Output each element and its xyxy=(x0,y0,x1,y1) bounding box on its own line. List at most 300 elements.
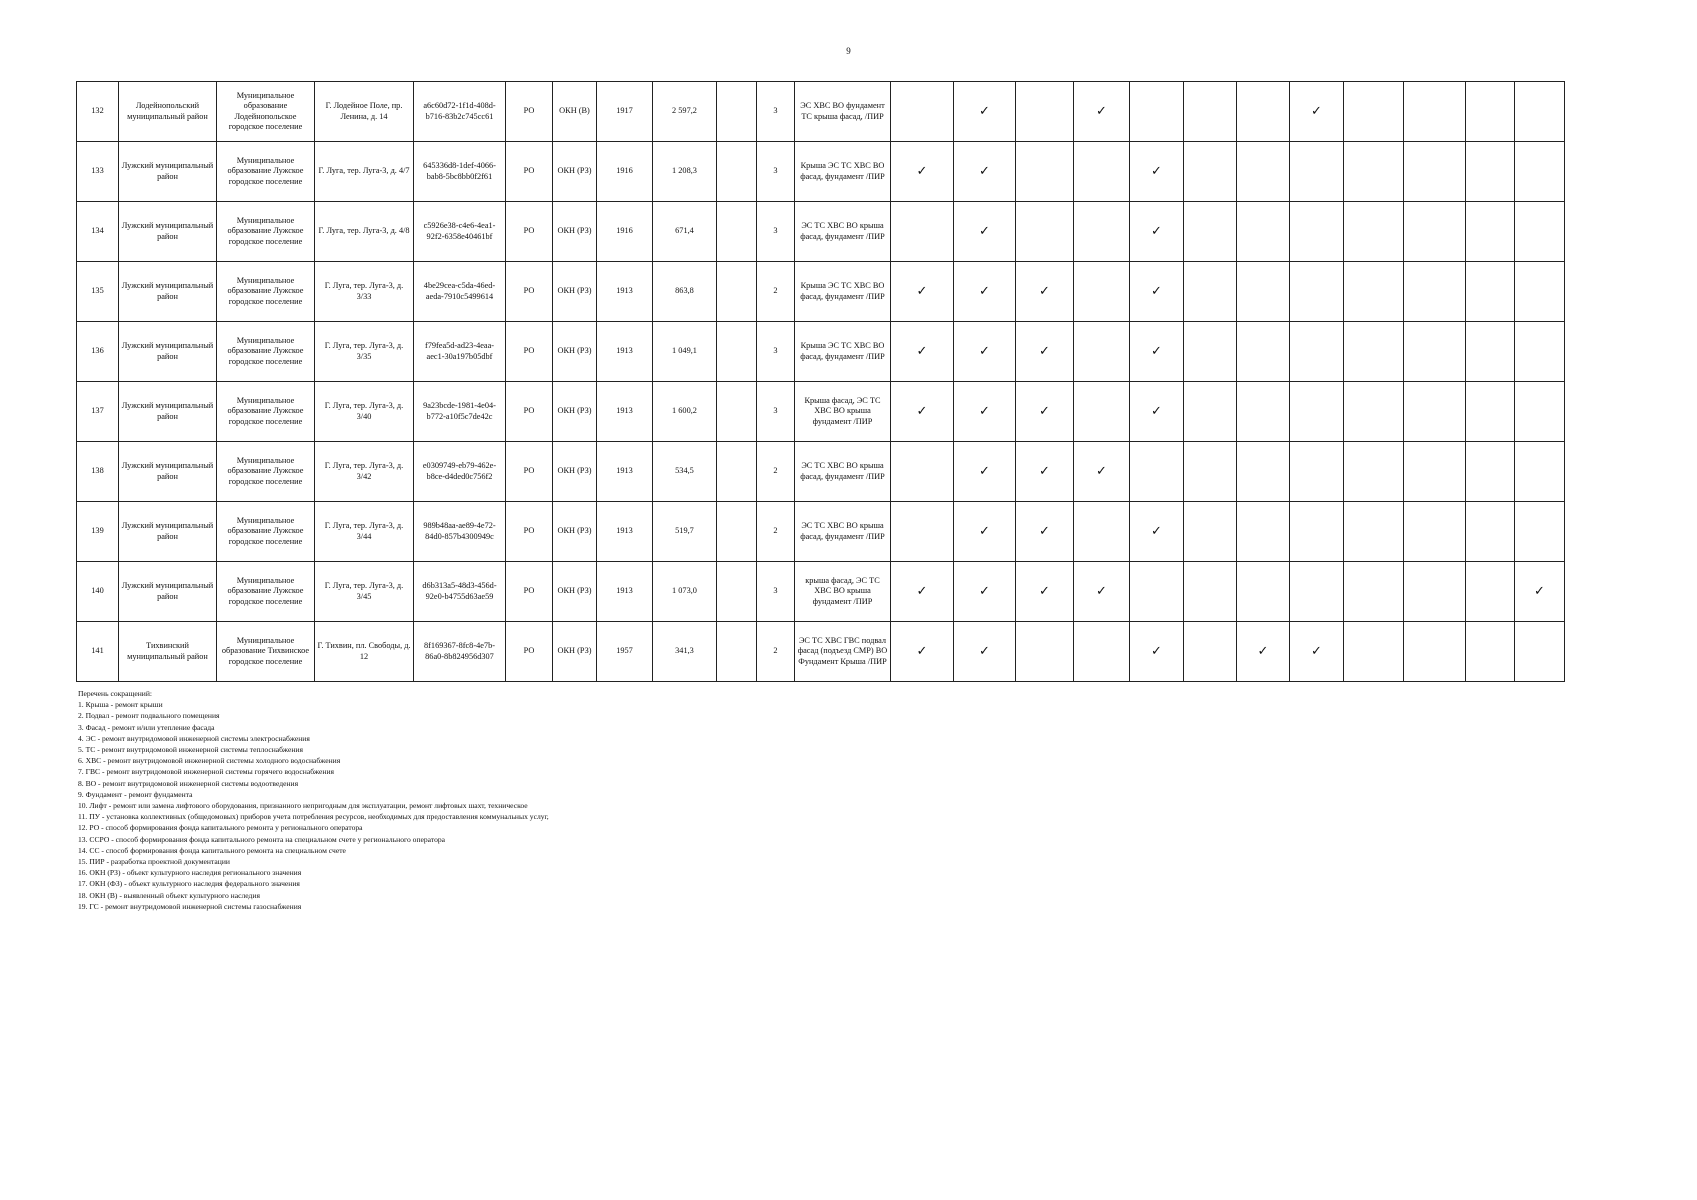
checkmark-icon: ✓ xyxy=(1039,523,1050,539)
cell-address: Г. Тихвин, пл. Свободы, д. 12 xyxy=(315,622,414,682)
cell-address: Г. Луга, тер. Луга-3, д. 3/35 xyxy=(315,322,414,382)
table-row xyxy=(77,562,1565,622)
cell-num: 136 xyxy=(77,322,119,382)
abbreviation-note: 5. ТС - ремонт внутридомовой инженерной системы теплоснабжения xyxy=(78,745,303,755)
cell-district: Лужский муниципальный район xyxy=(119,322,217,382)
cell-work-flag xyxy=(1515,622,1565,682)
cell-work-flag xyxy=(1466,442,1515,502)
cell-work-flag xyxy=(1466,262,1515,322)
cell-work-flag xyxy=(1290,382,1344,442)
cell-id: a6c60d72-1f1d-408d-b716-83b2c745cc61 xyxy=(414,82,506,142)
checkmark-icon: ✓ xyxy=(1151,223,1162,239)
cell-num: 141 xyxy=(77,622,119,682)
cell-work-flag xyxy=(1184,562,1237,622)
abbreviation-note: 17. ОКН (ФЗ) - объект культурного наследия федерального значения xyxy=(78,879,300,889)
cell-works: ЭС ТС ХВС ВО крыша фасад, фундамент /ПИР xyxy=(795,502,891,562)
cell-num: 138 xyxy=(77,442,119,502)
cell-work-flag xyxy=(954,622,1016,682)
cell-status: ОКН (РЗ) xyxy=(553,562,597,622)
cell-work-flag xyxy=(1515,322,1565,382)
cell-work-flag xyxy=(1404,322,1466,382)
cell-works: ЭС ТС ХВС ВО крыша фасад, фундамент /ПИР xyxy=(795,202,891,262)
cell-work-flag xyxy=(1404,142,1466,202)
cell-num: 140 xyxy=(77,562,119,622)
cell-works: Крыша ЭС ТС ХВС ВО фасад, фундамент /ПИР xyxy=(795,262,891,322)
cell-id: 645336d8-1def-4066-bab8-5bc8bb0f2f61 xyxy=(414,142,506,202)
cell-work-flag xyxy=(1016,382,1074,442)
cell-area: 2 597,2 xyxy=(653,82,717,142)
cell-work-flag xyxy=(954,262,1016,322)
cell-empty xyxy=(717,442,757,502)
cell-work-flag xyxy=(1466,82,1515,142)
cell-num: 137 xyxy=(77,382,119,442)
cell-work-flag xyxy=(1344,82,1404,142)
cell-status: ОКН (РЗ) xyxy=(553,142,597,202)
cell-municipality: Муниципальное образование Лужское городское поселение xyxy=(217,142,315,202)
cell-work-flag xyxy=(1290,502,1344,562)
cell-municipality: Муниципальное образование Лужское городское поселение xyxy=(217,562,315,622)
cell-works: крыша фасад, ЭС ТС ХВС ВО крыша фундамент /ПИР xyxy=(795,562,891,622)
cell-empty xyxy=(717,502,757,562)
checkmark-icon: ✓ xyxy=(1151,343,1162,359)
cell-method: РО xyxy=(506,622,553,682)
checkmark-icon: ✓ xyxy=(1039,403,1050,419)
cell-id: 989b48aa-ae89-4e72-84d0-857b4300949c xyxy=(414,502,506,562)
checkmark-icon: ✓ xyxy=(979,223,990,239)
cell-status: ОКН (РЗ) xyxy=(553,322,597,382)
cell-work-flag xyxy=(1404,382,1466,442)
cell-work-flag xyxy=(1404,202,1466,262)
cell-work-flag xyxy=(1237,382,1290,442)
cell-count: 3 xyxy=(757,142,795,202)
cell-num: 139 xyxy=(77,502,119,562)
checkmark-icon: ✓ xyxy=(1151,523,1162,539)
cell-work-flag xyxy=(1344,562,1404,622)
checkmark-icon: ✓ xyxy=(1096,583,1107,599)
checkmark-icon: ✓ xyxy=(1257,643,1269,659)
checkmark-icon: ✓ xyxy=(916,163,928,179)
cell-empty xyxy=(717,142,757,202)
cell-count: 2 xyxy=(757,622,795,682)
cell-id: 9a23bcde-1981-4e04-b772-a10f5c7de42c xyxy=(414,382,506,442)
checkmark-icon: ✓ xyxy=(1151,403,1162,419)
cell-work-flag xyxy=(1466,562,1515,622)
cell-id: 4be29cea-c5da-46ed-aeda-7910c5499614 xyxy=(414,262,506,322)
cell-id: 8f169367-8fc8-4e7b-86a0-8b824956d307 xyxy=(414,622,506,682)
cell-area: 1 049,1 xyxy=(653,322,717,382)
cell-work-flag xyxy=(1466,202,1515,262)
cell-method: РО xyxy=(506,202,553,262)
cell-work-flag xyxy=(1466,382,1515,442)
cell-status: ОКН (РЗ) xyxy=(553,262,597,322)
checkmark-icon: ✓ xyxy=(979,403,990,419)
checkmark-icon: ✓ xyxy=(916,403,928,419)
cell-area: 1 600,2 xyxy=(653,382,717,442)
checkmark-icon: ✓ xyxy=(979,523,990,539)
checkmark-icon: ✓ xyxy=(1534,583,1545,599)
cell-work-flag xyxy=(891,262,954,322)
cell-work-flag xyxy=(891,142,954,202)
cell-work-flag xyxy=(1344,502,1404,562)
cell-work-flag xyxy=(1130,382,1184,442)
cell-id: d6b313a5-48d3-456d-92e0-b4755d63ae59 xyxy=(414,562,506,622)
cell-work-flag xyxy=(954,142,1016,202)
cell-work-flag xyxy=(1074,202,1130,262)
abbreviation-note: 6. ХВС - ремонт внутридомовой инженерной системы холодного водоснабжения xyxy=(78,756,341,766)
cell-work-flag xyxy=(891,322,954,382)
cell-work-flag xyxy=(1237,82,1290,142)
cell-empty xyxy=(717,202,757,262)
cell-year: 1913 xyxy=(597,562,653,622)
cell-status: ОКН (РЗ) xyxy=(553,622,597,682)
cell-work-flag xyxy=(1016,502,1074,562)
cell-num: 132 xyxy=(77,82,119,142)
cell-work-flag xyxy=(1237,562,1290,622)
cell-work-flag xyxy=(1184,142,1237,202)
table-row xyxy=(77,202,1565,262)
cell-address: Г. Луга, тер. Луга-3, д. 3/40 xyxy=(315,382,414,442)
cell-status: ОКН (РЗ) xyxy=(553,202,597,262)
cell-works: Крыша ЭС ТС ХВС ВО фасад, фундамент /ПИР xyxy=(795,322,891,382)
cell-work-flag xyxy=(1016,562,1074,622)
cell-work-flag xyxy=(1515,142,1565,202)
table-row xyxy=(77,622,1565,682)
cell-work-flag xyxy=(1184,382,1237,442)
cell-year: 1916 xyxy=(597,202,653,262)
cell-area: 534,5 xyxy=(653,442,717,502)
cell-municipality: Муниципальное образование Лужское городское поселение xyxy=(217,442,315,502)
checkmark-icon: ✓ xyxy=(1151,283,1162,299)
abbreviation-note: Перечень сокращений: xyxy=(78,689,152,698)
cell-work-flag xyxy=(1290,322,1344,382)
abbreviation-note: 7. ГВС - ремонт внутридомовой инженерной системы горячего водоснабжения xyxy=(78,767,335,777)
cell-year: 1916 xyxy=(597,142,653,202)
cell-address: Г. Луга, тер. Луга-3, д. 3/44 xyxy=(315,502,414,562)
cell-status: ОКН (РЗ) xyxy=(553,502,597,562)
cell-id: f79fea5d-ad23-4eaa-aec1-30a197b05dbf xyxy=(414,322,506,382)
abbreviation-note: 13. ССРО - способ формирования фонда капитального ремонта на специальном счете у регионального оператора xyxy=(78,834,446,844)
cell-work-flag xyxy=(1074,382,1130,442)
abbreviation-note: 16. ОКН (РЗ) - объект культурного наследия регионального значения xyxy=(78,868,302,878)
cell-empty xyxy=(717,82,757,142)
cell-work-flag xyxy=(1515,442,1565,502)
cell-work-flag xyxy=(1130,622,1184,682)
cell-method: РО xyxy=(506,82,553,142)
cell-work-flag xyxy=(1515,562,1565,622)
checkmark-icon: ✓ xyxy=(979,643,990,659)
cell-work-flag xyxy=(1184,202,1237,262)
cell-work-flag xyxy=(1344,142,1404,202)
cell-work-flag xyxy=(1404,622,1466,682)
cell-work-flag xyxy=(1074,502,1130,562)
cell-work-flag xyxy=(1404,562,1466,622)
cell-area: 671,4 xyxy=(653,202,717,262)
cell-municipality: Муниципальное образование Лужское городское поселение xyxy=(217,322,315,382)
abbreviation-note: 14. СС - способ формирования фонда капитального ремонта на специальном счете xyxy=(78,845,346,855)
cell-work-flag xyxy=(1237,202,1290,262)
cell-work-flag xyxy=(1237,142,1290,202)
cell-work-flag xyxy=(954,562,1016,622)
cell-count: 3 xyxy=(757,382,795,442)
cell-work-flag xyxy=(1016,202,1074,262)
cell-work-flag xyxy=(1130,82,1184,142)
cell-work-flag xyxy=(891,562,954,622)
cell-address: Г. Лодейное Поле, пр. Ленина, д. 14 xyxy=(315,82,414,142)
checkmark-icon: ✓ xyxy=(1039,463,1050,479)
cell-work-flag xyxy=(1074,322,1130,382)
cell-works: ЭС ТС ХВС ВО крыша фасад, фундамент /ПИР xyxy=(795,442,891,502)
cell-method: РО xyxy=(506,262,553,322)
cell-municipality: Муниципальное образование Лужское городское поселение xyxy=(217,502,315,562)
cell-work-flag xyxy=(1074,82,1130,142)
cell-work-flag xyxy=(1130,202,1184,262)
abbreviation-note: 8. ВО - ремонт внутридомовой инженерной системы водоотведения xyxy=(78,778,299,788)
cell-year: 1913 xyxy=(597,262,653,322)
cell-municipality: Муниципальное образование Лужское городское поселение xyxy=(217,202,315,262)
cell-work-flag xyxy=(1016,142,1074,202)
cell-count: 2 xyxy=(757,262,795,322)
abbreviation-note: 1. Крыша - ремонт крыши xyxy=(78,700,163,710)
cell-work-flag xyxy=(1344,622,1404,682)
table-row xyxy=(77,142,1565,202)
cell-work-flag xyxy=(1184,82,1237,142)
cell-work-flag xyxy=(1404,82,1466,142)
cell-work-flag xyxy=(1404,502,1466,562)
cell-work-flag xyxy=(1184,262,1237,322)
cell-work-flag xyxy=(1237,322,1290,382)
table-row xyxy=(77,502,1565,562)
cell-work-flag xyxy=(1237,502,1290,562)
objects-table xyxy=(76,81,1565,682)
cell-year: 1913 xyxy=(597,382,653,442)
table-row xyxy=(77,262,1565,322)
checkmark-icon: ✓ xyxy=(916,343,928,359)
cell-district: Лужский муниципальный район xyxy=(119,142,217,202)
cell-work-flag xyxy=(954,322,1016,382)
checkmark-icon: ✓ xyxy=(1151,643,1162,659)
checkmark-icon: ✓ xyxy=(979,583,990,599)
cell-municipality: Муниципальное образование Лужское городское поселение xyxy=(217,262,315,322)
page-number: 9 xyxy=(846,46,851,56)
cell-work-flag xyxy=(1404,442,1466,502)
cell-work-flag xyxy=(1290,262,1344,322)
checkmark-icon: ✓ xyxy=(979,343,990,359)
cell-work-flag xyxy=(1130,322,1184,382)
cell-work-flag xyxy=(1290,202,1344,262)
cell-district: Лужский муниципальный район xyxy=(119,202,217,262)
cell-work-flag xyxy=(1237,622,1290,682)
cell-work-flag xyxy=(1466,142,1515,202)
cell-district: Лужский муниципальный район xyxy=(119,382,217,442)
cell-area: 341,3 xyxy=(653,622,717,682)
cell-work-flag xyxy=(1515,382,1565,442)
cell-empty xyxy=(717,382,757,442)
cell-work-flag xyxy=(1074,622,1130,682)
cell-district: Лодейнопольский муниципальный район xyxy=(119,82,217,142)
cell-address: Г. Луга, тер. Луга-3, д. 3/33 xyxy=(315,262,414,322)
cell-count: 3 xyxy=(757,322,795,382)
cell-count: 3 xyxy=(757,82,795,142)
cell-work-flag xyxy=(954,202,1016,262)
cell-work-flag xyxy=(1237,262,1290,322)
cell-work-flag xyxy=(1404,262,1466,322)
cell-work-flag xyxy=(1290,442,1344,502)
cell-status: ОКН (РЗ) xyxy=(553,382,597,442)
cell-work-flag xyxy=(891,502,954,562)
cell-work-flag xyxy=(1466,322,1515,382)
checkmark-icon: ✓ xyxy=(1096,103,1107,119)
cell-address: Г. Луга, тер. Луга-3, д. 4/8 xyxy=(315,202,414,262)
checkmark-icon: ✓ xyxy=(1311,643,1322,659)
cell-work-flag xyxy=(1344,202,1404,262)
cell-id: c5926e38-c4e6-4ea1-92f2-6358e40461bf xyxy=(414,202,506,262)
cell-district: Лужский муниципальный район xyxy=(119,502,217,562)
cell-work-flag xyxy=(1184,442,1237,502)
checkmark-icon: ✓ xyxy=(1039,343,1050,359)
cell-district: Тихвинский муниципальный район xyxy=(119,622,217,682)
checkmark-icon: ✓ xyxy=(916,643,928,659)
cell-method: РО xyxy=(506,562,553,622)
cell-work-flag xyxy=(1074,562,1130,622)
abbreviations-list xyxy=(78,688,549,912)
cell-work-flag xyxy=(891,622,954,682)
cell-work-flag xyxy=(1074,142,1130,202)
cell-year: 1913 xyxy=(597,502,653,562)
cell-work-flag xyxy=(1515,262,1565,322)
cell-work-flag xyxy=(1074,442,1130,502)
cell-empty xyxy=(717,622,757,682)
cell-num: 134 xyxy=(77,202,119,262)
cell-work-flag xyxy=(1290,622,1344,682)
table-row xyxy=(77,382,1565,442)
cell-num: 133 xyxy=(77,142,119,202)
checkmark-icon: ✓ xyxy=(979,163,990,179)
abbreviation-note: 11. ПУ - установка коллективных (общедомовых) приборов учета потребления ресурсов, необходимых для предоставления коммунальных услуг, xyxy=(78,812,549,822)
cell-id: e0309749-eb79-462e-b8ce-d4ded0c756f2 xyxy=(414,442,506,502)
cell-count: 3 xyxy=(757,202,795,262)
checkmark-icon: ✓ xyxy=(1096,463,1107,479)
checkmark-icon: ✓ xyxy=(1311,103,1322,119)
cell-work-flag xyxy=(1344,442,1404,502)
cell-num: 135 xyxy=(77,262,119,322)
cell-address: Г. Луга, тер. Луга-3, д. 3/45 xyxy=(315,562,414,622)
cell-works: ЭС ТС ХВС ГВС подвал фасад (подъезд СМР) ВО Фундамент Крыша /ПИР xyxy=(795,622,891,682)
cell-work-flag xyxy=(1466,622,1515,682)
cell-work-flag xyxy=(1344,382,1404,442)
cell-works: ЭС ХВС ВО фундамент ТС крыша фасад, /ПИР xyxy=(795,82,891,142)
cell-work-flag xyxy=(1130,442,1184,502)
checkmark-icon: ✓ xyxy=(979,463,990,479)
cell-work-flag xyxy=(1016,442,1074,502)
cell-work-flag xyxy=(1290,142,1344,202)
cell-count: 2 xyxy=(757,502,795,562)
cell-year: 1913 xyxy=(597,442,653,502)
cell-district: Лужский муниципальный район xyxy=(119,562,217,622)
cell-area: 1 208,3 xyxy=(653,142,717,202)
abbreviation-note: 12. РО - способ формирования фонда капитального ремонта у регионального оператора xyxy=(78,823,363,833)
cell-work-flag xyxy=(1016,262,1074,322)
cell-municipality: Муниципальное образование Лодейнопольское городское поселение xyxy=(217,82,315,142)
table-row xyxy=(77,442,1565,502)
cell-work-flag xyxy=(891,82,954,142)
checkmark-icon: ✓ xyxy=(979,103,990,119)
cell-municipality: Муниципальное образование Тихвинское городское поселение xyxy=(217,622,315,682)
abbreviation-note: 9. Фундамент - ремонт фундамента xyxy=(78,789,193,799)
cell-work-flag xyxy=(1515,82,1565,142)
cell-work-flag xyxy=(1184,502,1237,562)
cell-work-flag xyxy=(954,502,1016,562)
cell-year: 1917 xyxy=(597,82,653,142)
table-row xyxy=(77,82,1565,142)
cell-works: Крыша ЭС ТС ХВС ВО фасад, фундамент /ПИР xyxy=(795,142,891,202)
cell-method: РО xyxy=(506,502,553,562)
cell-empty xyxy=(717,322,757,382)
checkmark-icon: ✓ xyxy=(916,283,928,299)
abbreviation-note: 10. Лифт - ремонт или замена лифтового оборудования, признанного непригодным для эксплуатации, ремонт лифтовых шахт, техническое xyxy=(78,801,528,811)
cell-work-flag xyxy=(1515,202,1565,262)
abbreviation-note: 19. ГС - ремонт внутридомовой инженерной системы газоснабжения xyxy=(78,901,302,911)
cell-year: 1913 xyxy=(597,322,653,382)
checkmark-icon: ✓ xyxy=(916,583,928,599)
checkmark-icon: ✓ xyxy=(1039,283,1050,299)
cell-district: Лужский муниципальный район xyxy=(119,442,217,502)
abbreviation-note: 15. ПИР - разработка проектной документации xyxy=(78,857,230,867)
cell-address: Г. Луга, тер. Луга-3, д. 3/42 xyxy=(315,442,414,502)
cell-work-flag xyxy=(1016,322,1074,382)
checkmark-icon: ✓ xyxy=(1039,583,1050,599)
cell-year: 1957 xyxy=(597,622,653,682)
cell-area: 863,8 xyxy=(653,262,717,322)
checkmark-icon: ✓ xyxy=(979,283,990,299)
abbreviation-note: 3. Фасад - ремонт и/или утепление фасада xyxy=(78,722,215,732)
cell-work-flag xyxy=(954,442,1016,502)
cell-work-flag xyxy=(1016,622,1074,682)
cell-work-flag xyxy=(1016,82,1074,142)
cell-area: 1 073,0 xyxy=(653,562,717,622)
cell-work-flag xyxy=(1130,562,1184,622)
cell-work-flag xyxy=(1130,262,1184,322)
cell-work-flag xyxy=(1515,502,1565,562)
cell-work-flag xyxy=(1130,502,1184,562)
abbreviation-note: 2. Подвал - ремонт подвального помещения xyxy=(78,711,220,721)
cell-address: Г. Луга, тер. Луга-3, д. 4/7 xyxy=(315,142,414,202)
table-row xyxy=(77,322,1565,382)
cell-method: РО xyxy=(506,382,553,442)
cell-empty xyxy=(717,562,757,622)
cell-municipality: Муниципальное образование Лужское городское поселение xyxy=(217,382,315,442)
cell-status: ОКН (РЗ) xyxy=(553,442,597,502)
cell-empty xyxy=(717,262,757,322)
checkmark-icon: ✓ xyxy=(1151,163,1162,179)
cell-work-flag xyxy=(1344,322,1404,382)
cell-work-flag xyxy=(1466,502,1515,562)
cell-method: РО xyxy=(506,442,553,502)
cell-work-flag xyxy=(1184,622,1237,682)
cell-work-flag xyxy=(891,442,954,502)
cell-work-flag xyxy=(954,382,1016,442)
cell-works: Крыша фасад, ЭС ТС ХВС ВО крыша фундамент /ПИР xyxy=(795,382,891,442)
cell-district: Лужский муниципальный район xyxy=(119,262,217,322)
cell-work-flag xyxy=(1237,442,1290,502)
cell-work-flag xyxy=(1130,142,1184,202)
cell-count: 2 xyxy=(757,442,795,502)
cell-work-flag xyxy=(954,82,1016,142)
cell-method: РО xyxy=(506,322,553,382)
cell-work-flag xyxy=(1290,82,1344,142)
cell-count: 3 xyxy=(757,562,795,622)
cell-work-flag xyxy=(891,202,954,262)
cell-work-flag xyxy=(1344,262,1404,322)
